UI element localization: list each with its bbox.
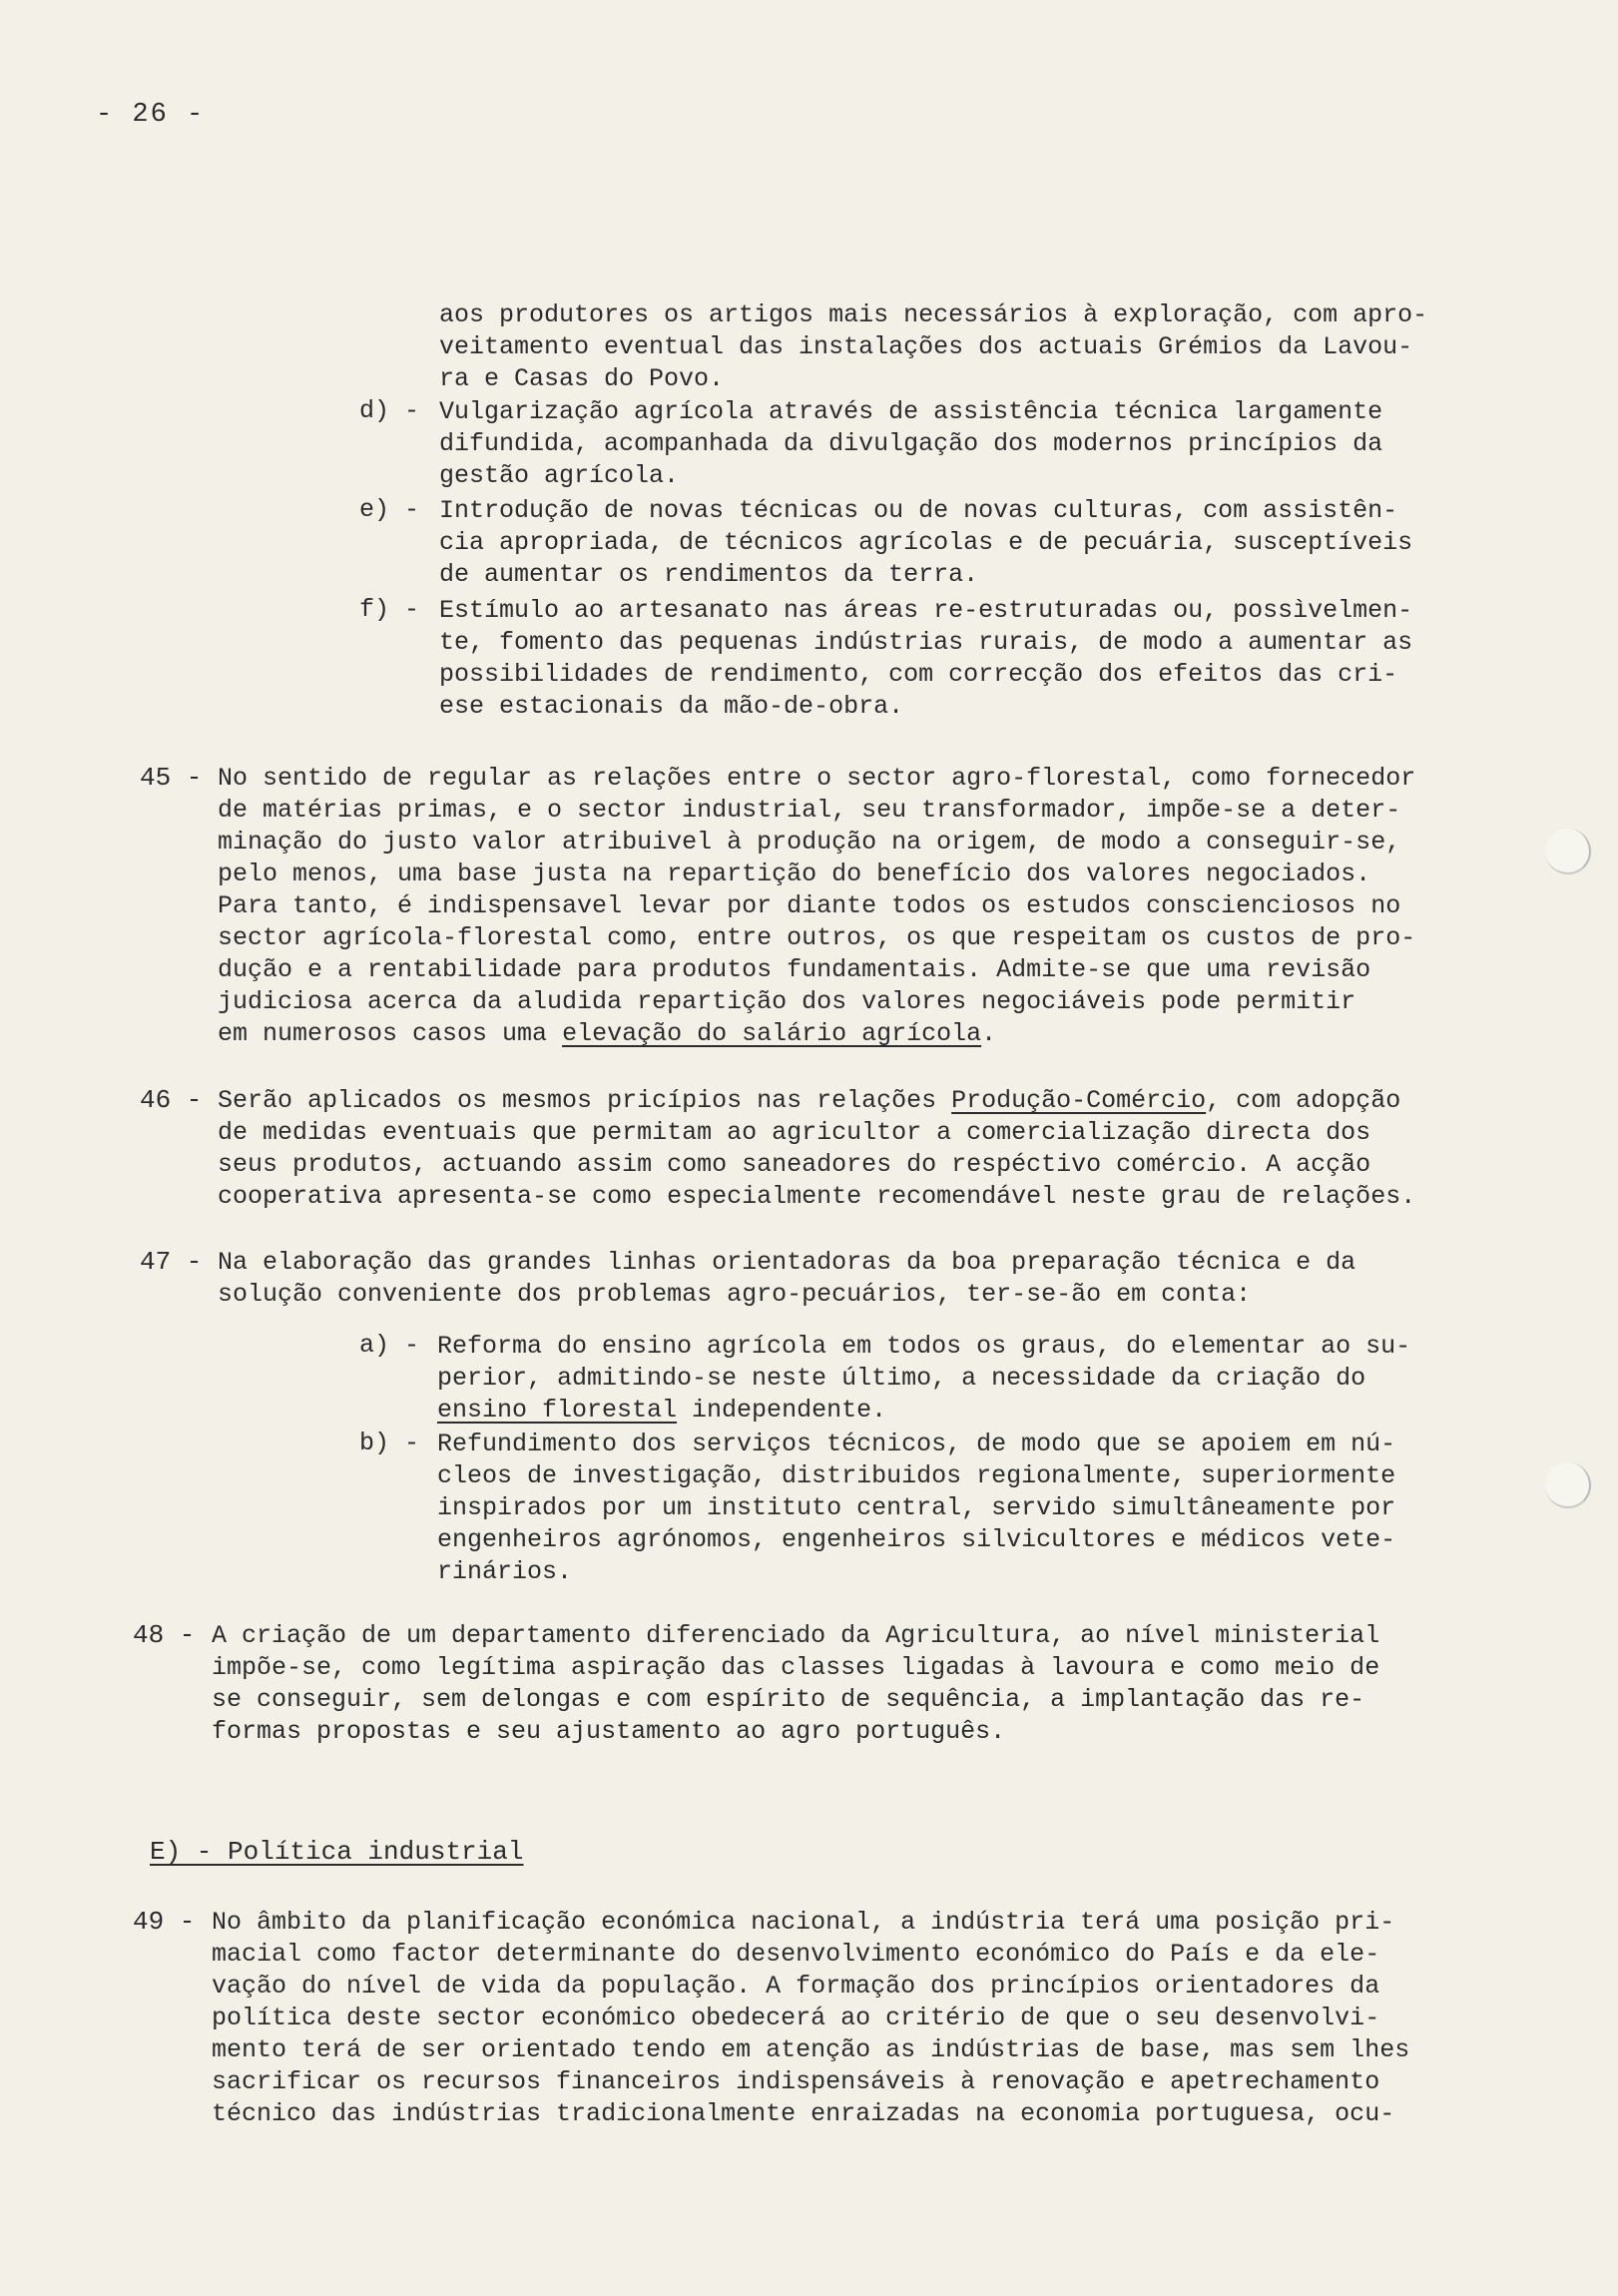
page-number: - 26 - [96, 100, 206, 130]
paragraph-46 [218, 1085, 1415, 1213]
text-line: Para tanto, é indispensavel levar por diante todos os estudos conscienciosos no [218, 891, 1401, 920]
paragraph-45-first [218, 763, 1415, 795]
list-label-e: e) - [359, 495, 420, 524]
underlined-term: ensino florestal [437, 1396, 678, 1425]
text-line: solução conveniente dos problemas agro-pecuários, ter-se-ão em conta: [218, 1280, 1252, 1309]
list-item-a [437, 1331, 1410, 1427]
text-line: mento terá de ser orientado tendo em atenção as indústrias de base, mas sem lhes [212, 2035, 1410, 2064]
paragraph-number-47: 47 - [140, 1247, 203, 1277]
list-label-f: f) - [359, 595, 420, 624]
text-line: te, fomento das pequenas indústrias rurais, de modo a aumentar as [439, 628, 1413, 657]
text-span: . [981, 1019, 997, 1048]
text-line: Estímulo ao artesanato nas áreas re-estruturadas ou, possìvelmen- [439, 596, 1413, 625]
text-line: cia apropriada, de técnicos agrícolas e de pecuária, susceptíveis [439, 528, 1413, 557]
text-line: Reforma do ensino agrícola em todos os graus, do elementar ao su- [437, 1332, 1411, 1361]
text-line: sacrificar os recursos financeiros indispensáveis à renovação e apetrechamento [212, 2067, 1380, 2096]
text-line: No âmbito da planificação económica nacional, a indústria terá uma posição pri- [212, 1908, 1395, 1937]
text-span: , com adopção [1206, 1086, 1401, 1115]
text-span: Serão aplicados os mesmos pricípios nas relações [218, 1086, 952, 1115]
text-line: inspirados por um instituto central, servido simultâneamente por [437, 1493, 1396, 1522]
punch-hole-icon [1545, 1462, 1591, 1508]
text-line: judiciosa acerca da aludida repartição dos valores negociáveis pode permitir [218, 987, 1356, 1016]
text-line: de medidas eventuais que permitam ao agricultor a comercialização directa dos [218, 1118, 1371, 1147]
text-line: macial como factor determinante do desenvolvimento económico do País e da ele- [212, 1940, 1380, 1969]
paragraph-number-46: 46 - [140, 1085, 203, 1115]
text-line: de aumentar os rendimentos da terra. [439, 560, 979, 589]
list-item-b [437, 1429, 1395, 1588]
text-line: vação do nível de vida da população. A formação dos princípios orientadores da [212, 1972, 1380, 2001]
list-label-a: a) - [359, 1331, 420, 1360]
paragraph-47 [218, 1247, 1355, 1311]
text-line: engenheiros agrónomos, engenheiros silvicultores e médicos vete- [437, 1525, 1396, 1554]
text-span: independente. [677, 1396, 887, 1425]
list-label-d: d) - [359, 396, 420, 425]
paragraph-number-49: 49 - [133, 1907, 196, 1937]
text-line: seus produtos, actuando assim como saneadores do respéctivo comércio. A acção [218, 1150, 1371, 1179]
text-line: aos produtores os artigos mais necessários à exploração, com apro- [439, 300, 1428, 329]
paragraph-45 [218, 795, 1415, 1050]
underlined-term: elevação do salário agrícola [562, 1019, 982, 1048]
punch-hole-icon [1545, 829, 1591, 874]
list-label-b: b) - [359, 1429, 420, 1457]
continuation-text [439, 299, 1427, 395]
paragraph-48 [212, 1620, 1379, 1748]
paragraph-number-48: 48 - [133, 1620, 196, 1650]
section-heading: E) - Política industrial [150, 1837, 524, 1867]
text-line: técnico das indústrias tradicionalmente enraizadas na economia portuguesa, ocu- [212, 2099, 1395, 2128]
text-line: Introdução de novas técnicas ou de novas culturas, com assistên- [439, 496, 1398, 525]
text-line: gestão agrícola. [439, 461, 680, 490]
text-line: ra e Casas do Povo. [439, 364, 725, 393]
text-line: minação do justo valor atribuivel à produção na origem, de modo a conseguir-se, [218, 828, 1401, 857]
underlined-term: Produção-Comércio [951, 1086, 1207, 1115]
text-line: perior, admitindo-se neste último, a necessidade da criação do [437, 1364, 1366, 1393]
text-line: Vulgarização agrícola através de assistência técnica largamente [439, 397, 1383, 426]
text-line: possibilidades de rendimento, com correcção dos efeitos das cri- [439, 660, 1398, 689]
text-line: difundida, acompanhada da divulgação dos modernos princípios da [439, 429, 1383, 458]
text-line: sector agrícola-florestal como, entre outros, os que respeitam os custos de pro- [218, 923, 1416, 952]
text-line: impõe-se, como legítima aspiração das classes ligadas à lavoura e como meio de [212, 1653, 1380, 1682]
text-line: veitamento eventual das instalações dos actuais Grémios da Lavou- [439, 332, 1413, 361]
text-line: rinários. [437, 1557, 573, 1586]
text-line: dução e a rentabilidade para produtos fundamentais. Admite-se que uma revisão [218, 955, 1371, 984]
text-line: formas propostas e seu ajustamento ao agro português. [212, 1717, 1006, 1746]
text-line: pelo menos, uma base justa na repartição do benefício dos valores negociados. [218, 860, 1371, 888]
text-line: Refundimento dos serviços técnicos, de modo que se apoiem em nú- [437, 1430, 1396, 1458]
paragraph-49 [212, 1907, 1409, 2130]
text-line: A criação de um departamento diferenciado da Agricultura, ao nível ministerial [212, 1621, 1380, 1650]
text-line: cleos de investigação, distribuidos regionalmente, superiormente [437, 1461, 1396, 1490]
text-line [218, 1018, 1415, 1050]
text-line: se conseguir, sem delongas e com espírito de sequência, a implantação das re- [212, 1685, 1365, 1714]
text-line: Na elaboração das grandes linhas orientadoras da boa preparação técnica e da [218, 1248, 1356, 1277]
text-line: No sentido de regular as relações entre o sector agro-florestal, como fornecedor [218, 764, 1416, 793]
text-line: de matérias primas, e o sector industrial, seu transformador, impõe-se a deter- [218, 796, 1401, 825]
list-item-f [439, 595, 1412, 723]
text-line: cooperativa apresenta-se como especialmente recomendável neste grau de relações. [218, 1182, 1416, 1211]
text-line: política deste sector económico obedecerá ao critério de que o seu desenvolvi- [212, 2004, 1380, 2032]
text-line [437, 1395, 1410, 1427]
text-line: ese estacionais da mão-de-obra. [439, 692, 904, 721]
text-line [218, 1085, 1415, 1117]
text-span: em numerosos casos uma [218, 1019, 563, 1048]
list-item-d [439, 396, 1382, 492]
list-item-e [439, 495, 1412, 591]
paragraph-number-45: 45 - [140, 763, 203, 793]
